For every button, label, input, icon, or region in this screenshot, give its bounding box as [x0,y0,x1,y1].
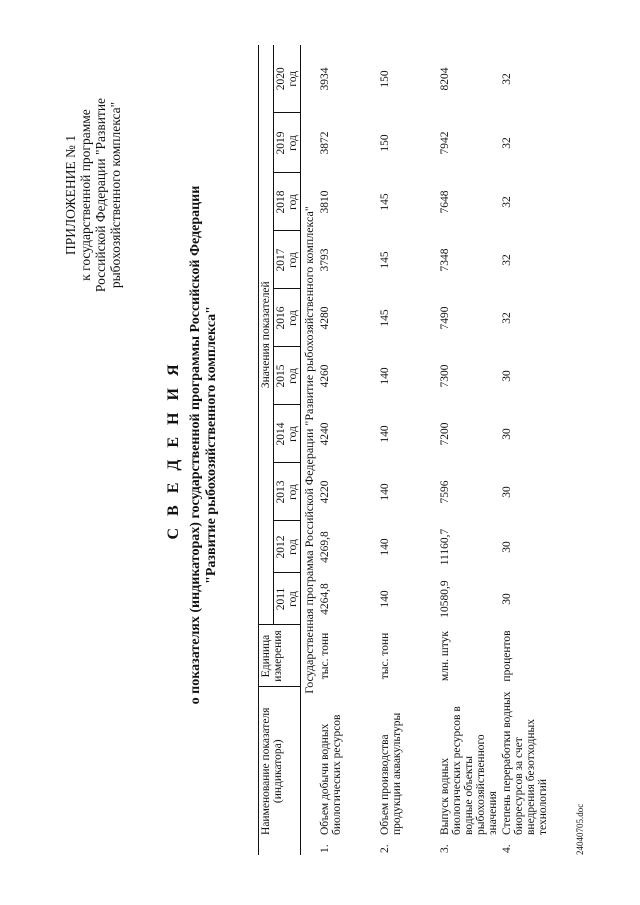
year-number: 2017 [275,248,287,272]
year-number: 2013 [275,480,287,504]
value-cell: 4240 [319,422,331,446]
value-cell: 4220 [319,480,331,504]
value-cell: 7200 [439,422,451,446]
value-cell: 30 [501,593,513,605]
value-cell: 145 [379,309,391,327]
document-title: С В Е Д Е Н И Я [165,360,182,540]
year-suffix: год [287,70,299,87]
indicator-name: Выпуск водных биологических ресурсов в водные объекты рыбохозяйственного значения [439,706,499,835]
year-number: 2015 [275,364,287,388]
year-number: 2016 [275,306,287,330]
table-row [438,45,500,855]
value-cell: 30 [501,541,513,553]
header-values: Значения показателей [259,45,274,625]
value-cell: 10580,9 [439,580,451,618]
value-cell: 3810 [319,190,331,214]
year-header [274,173,301,231]
value-cell: 150 [379,134,391,152]
rotated-page [45,45,585,855]
year-header [274,113,301,173]
year-header [274,347,301,405]
value-cell: 145 [379,193,391,211]
value-cell: 7942 [439,131,451,155]
year-header [274,45,301,113]
row-number: 2. [379,844,391,853]
value-cell: 7490 [439,306,451,330]
year-suffix: год [287,368,299,384]
year-number: 2018 [275,190,287,214]
value-cell: 140 [379,538,391,556]
value-cell: 140 [379,483,391,501]
year-suffix: год [287,194,299,210]
year-header [274,463,301,521]
value-cell: 32 [501,137,513,149]
year-suffix: год [287,426,299,442]
row-number: 1. [319,844,331,853]
value-cell: 32 [501,254,513,266]
value-cell: 32 [501,73,513,85]
unit-cell: процентов [501,630,513,682]
header-unit: Единица измерения [259,625,301,687]
year-header [274,231,301,289]
value-cell: 11160,7 [439,528,451,566]
appendix-line-4: рыбохозяйственного комплекса" [108,101,123,289]
year-header [274,521,301,573]
value-cell: 30 [501,370,513,382]
table-row [500,45,560,855]
value-cell: 7596 [439,480,451,504]
value-cell: 4280 [319,306,331,330]
unit-cell: тыс. тонн [379,632,391,680]
indicators-table [258,45,560,855]
value-cell: 140 [379,367,391,385]
year-number: 2012 [275,535,287,559]
year-number: 2014 [275,422,287,446]
section-row [301,45,319,855]
value-cell: 4269,8 [319,531,331,563]
year-number: 2020 [275,67,287,91]
year-header [274,573,301,625]
table-body [301,45,561,855]
value-cell: 3934 [319,67,331,91]
year-suffix: год [287,310,299,326]
value-cell: 140 [379,425,391,443]
unit-cell: млн. штук [439,631,451,681]
value-cell: 7648 [439,190,451,214]
year-header [274,289,301,347]
table-row [378,45,438,855]
value-cell: 32 [501,196,513,208]
row-number: 4. [501,844,513,853]
value-cell: 4260 [319,364,331,388]
year-suffix: год [287,252,299,268]
header-indicator-name: Наименование показателя (индикатора) [259,687,301,855]
year-number: 2011 [275,587,287,611]
value-cell: 32 [501,312,513,324]
document-subtitle [188,75,220,815]
year-number: 2019 [275,131,287,155]
value-cell: 3872 [319,131,331,155]
section-title: Государственная программа Российской Федерации "Развитие рыбохозяйственного комплекса" [302,206,316,694]
value-cell: 30 [501,428,513,440]
table-row [318,45,378,855]
value-cell: 145 [379,251,391,269]
year-header [274,405,301,463]
indicator-name: Объем производства продукции аквакультуры [379,712,403,835]
appendix-block [63,45,123,345]
appendix-line-2: к государственной программе [78,109,93,281]
value-cell: 4264,8 [319,583,331,615]
row-number: 3. [439,844,451,853]
year-suffix: год [287,539,299,555]
subtitle-line-1: о показателях (индикаторах) государственной программы Российской Федерации [188,185,203,705]
value-cell: 8204 [439,67,451,91]
year-suffix: год [287,135,299,151]
unit-cell: тыс. тонн [319,632,331,680]
appendix-line-3: Российской Федерации "Развитие [93,97,108,293]
value-cell: 7348 [439,248,451,272]
doc-filename: 24040705.doc [575,803,585,855]
indicator-name: Степень переработки водных биоресурсов за счет внедрения безотходных технологий [501,691,549,835]
value-cell: 30 [501,486,513,498]
value-cell: 150 [379,70,391,88]
subtitle-line-2: "Развитие рыбохозяйственного комплекса" [204,306,219,584]
value-cell: 7300 [439,364,451,388]
year-suffix: год [287,591,299,607]
value-cell: 140 [379,590,391,608]
value-cell: 3793 [319,248,331,272]
appendix-line-1: ПРИЛОЖЕНИЕ № 1 [63,134,78,256]
year-suffix: год [287,484,299,500]
indicator-name: Объем добычи водных биологических ресурсов [319,714,343,835]
